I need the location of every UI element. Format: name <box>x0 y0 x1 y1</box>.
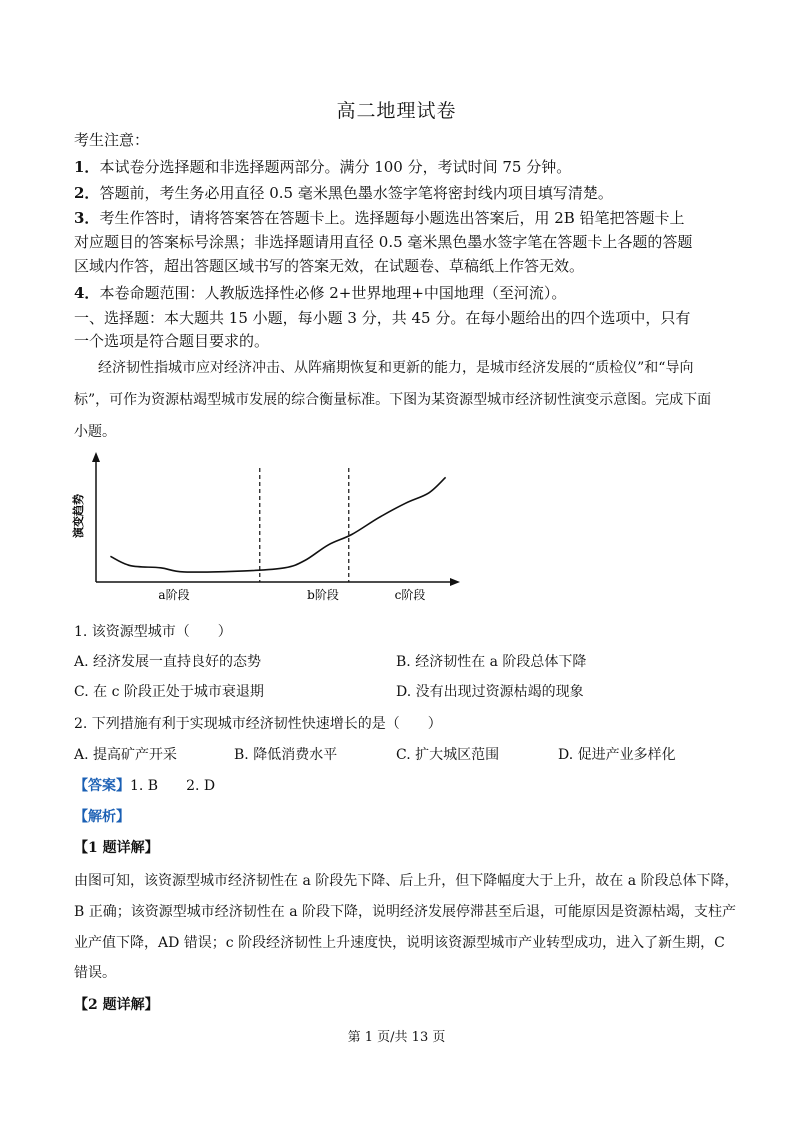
q2-option-a: A. 提高矿产开采 <box>74 747 178 763</box>
notice-item-text: 答题前，考生务必用直径 0.5 毫米黑色墨水签字笔将密封线内项目填写清楚。 <box>99 184 613 202</box>
q2-option-c: C. 扩大城区范围 <box>396 747 500 763</box>
page-title: 高二地理试卷 <box>336 100 457 122</box>
q1-option-d: D. 没有出现过资源枯竭的现象 <box>396 684 584 700</box>
y-axis-label: 演变趋势 <box>72 494 85 538</box>
stage-label-c: c阶段 <box>394 588 426 602</box>
detail1-label: 【1 题详解】 <box>74 840 159 856</box>
stem-line2: 标”，可作为资源枯竭型城市发展的综合衡量标准。下图为某资源型城市经济韧性演变示意图。完成下面 <box>74 392 712 408</box>
answer-label: 【答案】 <box>74 778 130 794</box>
resilience-curve <box>110 477 445 572</box>
answer-line <box>74 776 215 796</box>
detail1-line2: B 正确；该资源型城市经济韧性在 a 阶段下降，说明经济发展停滞甚至后退，可能原因是资源枯竭，支柱产 <box>74 904 736 920</box>
detail1-line3: 业产值下降，AD 错误；c 阶段经济韧性上升速度快，说明该资源型城市产业转型成功，进入了新生期，C <box>74 935 725 951</box>
notice-heading: 考生注意： <box>74 131 150 149</box>
y-axis-arrow <box>92 452 100 462</box>
stem-line3: 小题。 <box>74 424 116 440</box>
notice-item-3 <box>74 208 724 228</box>
notice-item-1 <box>74 157 724 177</box>
resilience-chart <box>70 448 470 608</box>
chart-svg <box>70 448 470 608</box>
q2-option-d: D. 促进产业多样化 <box>558 747 676 763</box>
notice-item-text: 考生作答时，请将答案答在答题卡上。选择题每小题选出答案后，用 2B 铅笔把答题卡上 <box>99 209 685 227</box>
notice-item-num: 3． <box>74 209 100 227</box>
q1-option-a: A. 经济发展一直持良好的态势 <box>74 654 262 670</box>
q1-stem: 1. 该资源型城市（ ） <box>74 624 232 640</box>
x-axis-arrow <box>450 578 460 586</box>
answer-text: 1. B 2. D <box>130 778 216 794</box>
q1-option-b: B. 经济韧性在 a 阶段总体下降 <box>396 654 587 670</box>
detail2-label: 【2 题详解】 <box>74 997 159 1013</box>
stage-label-a: a阶段 <box>158 588 190 602</box>
section-heading-line1: 一、选择题：本大题共 15 小题，每小题 3 分，共 45 分。在每小题给出的四个选项中，只有 <box>74 309 691 327</box>
notice-item-text: 本卷命题范围：人教版选择性必修 2+世界地理+中国地理（至河流）。 <box>99 284 567 302</box>
notice-item-text: 本试卷分选择题和非选择题两部分。满分 100 分，考试时间 75 分钟。 <box>99 158 572 176</box>
notice-item-num: 2． <box>74 184 100 202</box>
notice-item-4 <box>74 283 724 303</box>
notice-item-num: 1． <box>74 158 100 176</box>
analysis-label: 【解析】 <box>74 809 130 825</box>
notice-item-2 <box>74 183 724 203</box>
section-heading-line2: 一个选项是符合题目要求的。 <box>74 332 270 350</box>
stage-label-b: b阶段 <box>307 588 339 602</box>
notice-item-num: 4． <box>74 284 100 302</box>
stem-line1: 经济韧性指城市应对经济冲击、从阵痛期恢复和更新的能力，是城市经济发展的“质检仪”和“导向 <box>98 360 694 376</box>
q2-option-b: B. 降低消费水平 <box>234 747 338 763</box>
detail1-line1: 由图可知，该资源型城市经济韧性在 a 阶段先下降、后上升，但下降幅度大于上升，故在 a 阶段总体下降， <box>74 873 739 889</box>
detail1-line4: 错误。 <box>74 965 116 981</box>
notice-item-3-line2: 对应题目的答案标号涂黑；非选择题请用直径 0.5 毫米黑色墨水签字笔在答题卡上各题的答题 <box>74 233 693 251</box>
stage-dividers <box>260 468 349 582</box>
q1-option-c: C. 在 c 阶段正处于城市衰退期 <box>74 684 264 700</box>
notice-item-3-line3: 区域内作答，超出答题区域书写的答案无效，在试题卷、草稿纸上作答无效。 <box>74 257 585 275</box>
page-footer: 第 1 页/共 13 页 <box>347 1030 446 1045</box>
q2-stem: 2. 下列措施有利于实现城市经济韧性快速增长的是（ ） <box>74 716 442 732</box>
